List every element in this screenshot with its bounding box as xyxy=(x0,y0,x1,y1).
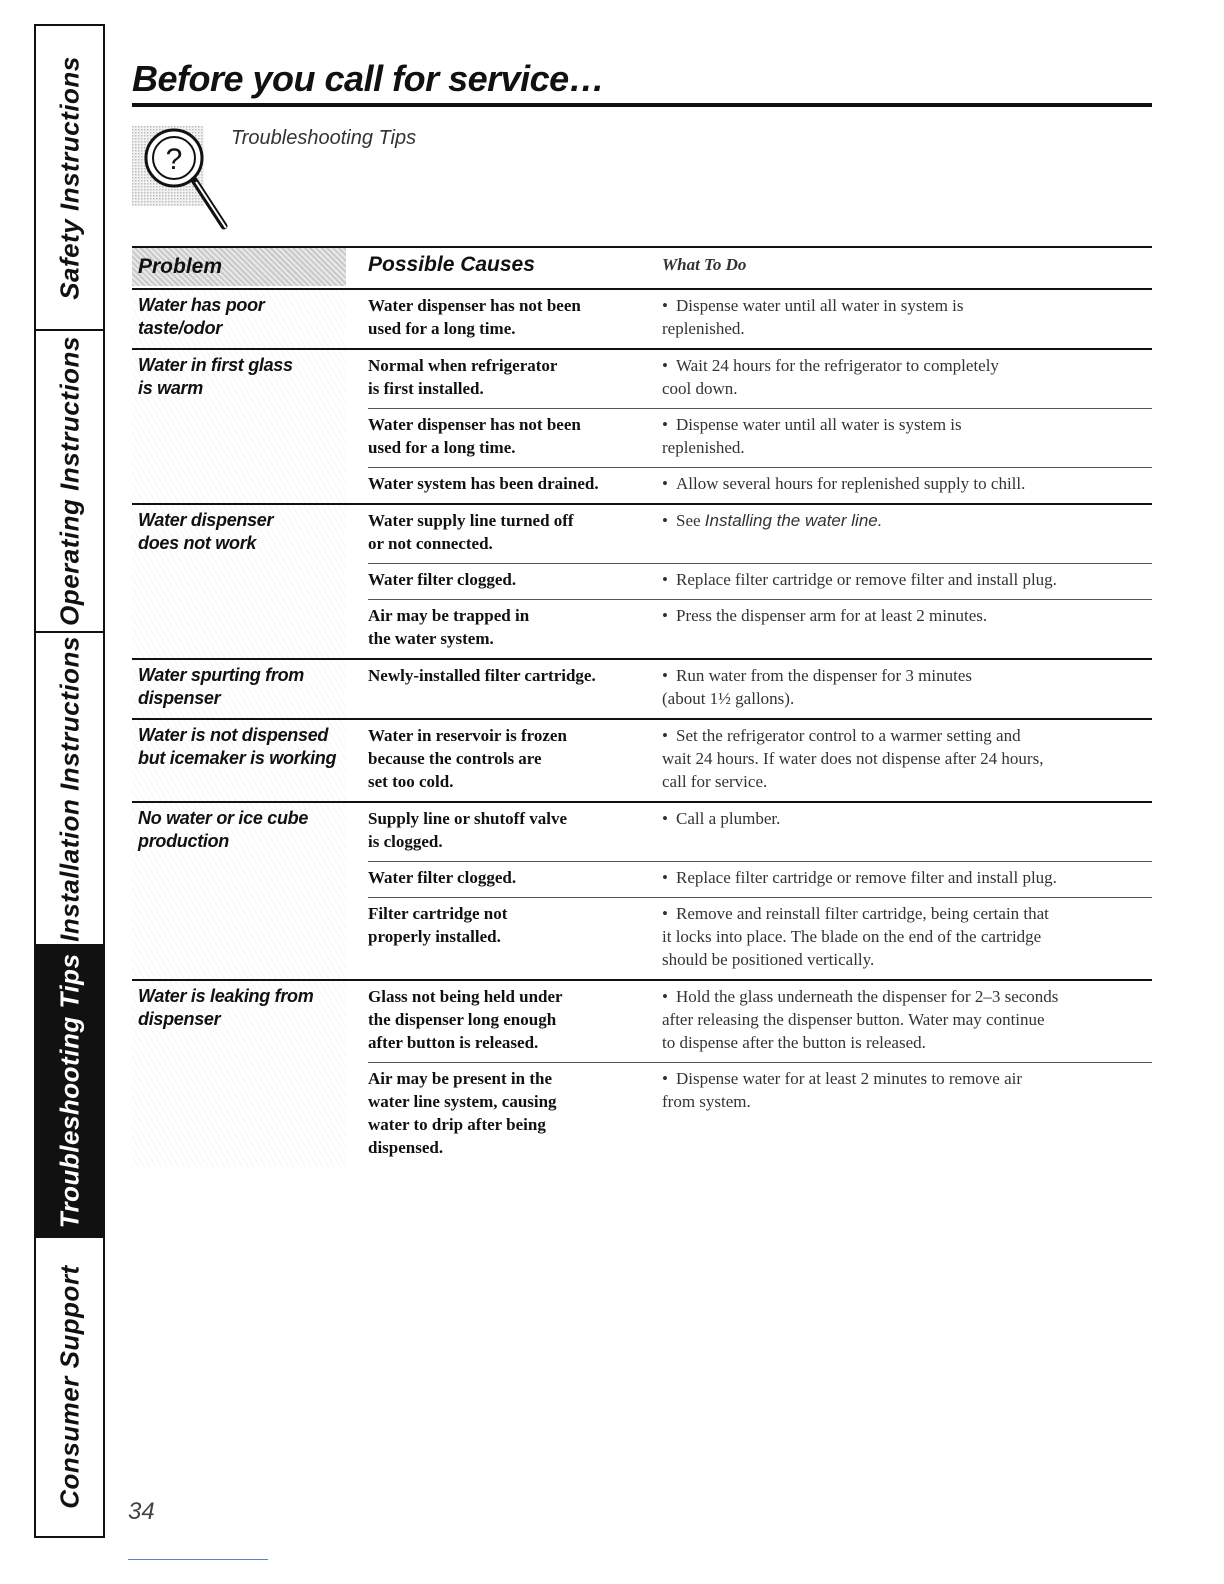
what-to-do xyxy=(662,568,1152,591)
table-body xyxy=(132,290,1152,1167)
problem-group xyxy=(132,505,1152,660)
problem-line: Water is leaking from xyxy=(138,986,314,1006)
possible-cause xyxy=(368,866,662,889)
what-to-do xyxy=(662,807,1152,853)
cause-line: is first installed. xyxy=(368,379,484,398)
cause-line: water to drip after being xyxy=(368,1115,546,1134)
bullet-icon: • xyxy=(662,904,668,923)
table-row xyxy=(368,981,1152,1062)
problem-line: production xyxy=(138,831,229,851)
possible-cause xyxy=(368,568,662,591)
problem-line: No water or ice cube xyxy=(138,808,309,828)
cause-line: Newly-installed filter cartridge. xyxy=(368,666,596,685)
problem-text xyxy=(138,294,265,340)
problem-text xyxy=(138,509,273,555)
what-to-do xyxy=(662,413,1152,459)
table-row xyxy=(368,599,1152,658)
problem-cell xyxy=(132,505,346,658)
todo-line: Call a plumber. xyxy=(676,809,781,828)
header-problem: Problem xyxy=(132,248,346,286)
bullet-icon: • xyxy=(662,1069,668,1088)
problem-text xyxy=(138,724,336,770)
problem-line: dispenser xyxy=(138,1009,221,1029)
todo-line: cool down. xyxy=(662,379,738,398)
what-to-do xyxy=(662,354,1152,400)
problem-line: does not work xyxy=(138,533,257,553)
problem-cell xyxy=(132,660,346,718)
cause-line: Air may be present in the xyxy=(368,1069,553,1088)
cause-line: Water filter clogged. xyxy=(368,570,517,589)
title-divider xyxy=(132,103,1152,107)
what-to-do xyxy=(662,724,1152,793)
todo-line: it locks into place. The blade on the end of the cartridge xyxy=(662,927,1042,946)
cause-line: is clogged. xyxy=(368,832,443,851)
bullet-icon: • xyxy=(662,868,668,887)
bullet-icon: • xyxy=(662,666,668,685)
cause-line: the dispenser long enough xyxy=(368,1010,557,1029)
what-to-do xyxy=(662,1067,1152,1159)
cause-line: or not connected. xyxy=(368,534,493,553)
problem-cell xyxy=(132,803,346,979)
bullet-icon: • xyxy=(662,356,668,375)
cause-line: dispensed. xyxy=(368,1138,444,1157)
page-title: Before you call for service… xyxy=(132,58,605,99)
tab-label: Troubleshooting Tips xyxy=(54,953,84,1229)
todo-line: Wait 24 hours for the refrigerator to completely xyxy=(676,356,999,375)
svg-text:?: ? xyxy=(165,143,183,176)
table-row xyxy=(368,290,1152,348)
todo-line: wait 24 hours. If water does not dispense after 24 hours, xyxy=(662,749,1044,768)
bullet-icon: • xyxy=(662,570,668,589)
header-possible-causes: Possible Causes xyxy=(368,253,535,276)
what-to-do xyxy=(662,604,1152,650)
bullet-icon: • xyxy=(662,987,668,1006)
what-to-do xyxy=(662,866,1152,889)
tab-safety-instructions[interactable] xyxy=(36,26,103,331)
cause-line: Supply line or shutoff valve xyxy=(368,809,568,828)
todo-line: Set the refrigerator control to a warmer setting and xyxy=(676,726,1021,745)
table-row xyxy=(368,720,1152,801)
problem-cell xyxy=(132,290,346,348)
bullet-icon: • xyxy=(662,809,668,828)
problem-text xyxy=(138,664,304,710)
todo-line: Dispense water for at least 2 minutes to remove air xyxy=(676,1069,1023,1088)
todo-line: after releasing the dispenser button. Water may continue xyxy=(662,1010,1045,1029)
possible-cause xyxy=(368,604,662,650)
table-row xyxy=(368,1062,1152,1167)
what-to-do xyxy=(662,902,1152,971)
bullet-icon: • xyxy=(662,474,668,493)
possible-cause xyxy=(368,985,662,1054)
possible-cause xyxy=(368,294,662,340)
cause-line: Water in reservoir is frozen xyxy=(368,726,567,745)
cause-line: after button is released. xyxy=(368,1033,539,1052)
todo-line: Allow several hours for replenished supply to chill. xyxy=(676,474,1026,493)
cause-line: Water dispenser has not been xyxy=(368,296,581,315)
tab-consumer-support[interactable] xyxy=(36,1238,103,1536)
problem-text xyxy=(138,807,308,853)
todo-text: See xyxy=(676,511,705,530)
problem-group xyxy=(132,981,1152,1167)
problem-line: Water is not dispensed xyxy=(138,725,329,745)
cause-line: because the controls are xyxy=(368,749,542,768)
what-to-do xyxy=(662,472,1152,495)
what-to-do xyxy=(662,985,1152,1054)
cause-line: Water filter clogged. xyxy=(368,868,517,887)
problem-group xyxy=(132,660,1152,720)
section-subtitle: Troubleshooting Tips xyxy=(231,127,417,149)
todo-line: (about 1½ gallons). xyxy=(662,689,795,708)
bullet-icon: • xyxy=(662,726,668,745)
problem-line: taste/odor xyxy=(138,318,223,338)
tab-operating-instructions[interactable] xyxy=(36,331,103,633)
tab-label: Operating Instructions xyxy=(54,336,84,626)
problem-cell xyxy=(132,350,346,503)
tab-label: Installation Instructions xyxy=(54,635,84,942)
bullet-icon: • xyxy=(662,511,668,530)
cause-line: Normal when refrigerator xyxy=(368,356,558,375)
table-row xyxy=(368,803,1152,861)
table-header xyxy=(132,246,1152,290)
cause-line: properly installed. xyxy=(368,927,501,946)
bullet-icon: • xyxy=(662,415,668,434)
problem-cell xyxy=(132,981,346,1167)
table-row xyxy=(368,897,1152,979)
cause-line: Water supply line turned off xyxy=(368,511,574,530)
cause-line: Water dispenser has not been xyxy=(368,415,581,434)
cause-line: Water system has been drained. xyxy=(368,474,599,493)
what-to-do xyxy=(662,664,1152,710)
what-to-do xyxy=(662,294,1152,340)
problem-text xyxy=(138,354,293,400)
problem-group xyxy=(132,720,1152,803)
tab-installation-instructions[interactable] xyxy=(36,633,103,946)
possible-cause xyxy=(368,354,662,400)
problem-group xyxy=(132,803,1152,981)
question-magnifier-icon xyxy=(132,120,242,235)
todo-line: Remove and reinstall filter cartridge, being certain that xyxy=(676,904,1049,923)
todo-line: Hold the glass underneath the dispenser for 2–3 seconds xyxy=(676,987,1059,1006)
todo-line: to dispense after the button is released. xyxy=(662,1033,926,1052)
problem-text xyxy=(138,985,313,1031)
possible-cause xyxy=(368,509,662,555)
todo-line: from system. xyxy=(662,1092,751,1111)
possible-cause xyxy=(368,472,662,495)
tab-troubleshooting-tips[interactable] xyxy=(36,946,103,1238)
cause-line: water line system, causing xyxy=(368,1092,557,1111)
possible-cause xyxy=(368,902,662,971)
cause-line: Air may be trapped in xyxy=(368,606,530,625)
todo-line: Run water from the dispenser for 3 minutes xyxy=(676,666,973,685)
todo-line: Dispense water until all water is system is xyxy=(676,415,962,434)
table-row xyxy=(368,861,1152,897)
cause-line: used for a long time. xyxy=(368,319,516,338)
section-tab-bar xyxy=(34,24,105,1538)
page-number: 34 xyxy=(128,1498,155,1525)
problem-line: Water has poor xyxy=(138,295,265,315)
problem-line: dispenser xyxy=(138,688,221,708)
possible-cause xyxy=(368,724,662,793)
todo-line: Replace filter cartridge or remove filter and install plug. xyxy=(676,868,1057,887)
problem-line: Water in first glass xyxy=(138,355,293,375)
what-to-do xyxy=(662,509,1152,555)
cause-line: the water system. xyxy=(368,629,494,648)
todo-line: should be positioned vertically. xyxy=(662,950,875,969)
possible-cause xyxy=(368,664,662,710)
table-row xyxy=(368,505,1152,563)
header-what-to-do: What To Do xyxy=(662,255,747,274)
problem-group xyxy=(132,350,1152,505)
tab-label: Consumer Support xyxy=(54,1265,84,1509)
problem-group xyxy=(132,290,1152,350)
cause-line: Glass not being held under xyxy=(368,987,563,1006)
problem-line: Water spurting from xyxy=(138,665,304,685)
cross-reference-link[interactable]: Installing the water line. xyxy=(704,511,883,530)
table-row xyxy=(368,660,1152,718)
bullet-icon: • xyxy=(662,296,668,315)
problem-line: Water dispenser xyxy=(138,510,274,530)
table-row xyxy=(368,408,1152,467)
todo-line: Press the dispenser arm for at least 2 minutes. xyxy=(676,606,988,625)
possible-cause xyxy=(368,413,662,459)
todo-line: replenished. xyxy=(662,319,745,338)
todo-line: call for service. xyxy=(662,772,768,791)
problem-cell xyxy=(132,720,346,801)
table-row xyxy=(368,467,1152,503)
todo-line: Dispense water until all water in system is xyxy=(676,296,964,315)
todo-line: replenished. xyxy=(662,438,745,457)
troubleshooting-table xyxy=(132,246,1152,1167)
cause-line: Filter cartridge not xyxy=(368,904,508,923)
footer-link-underline xyxy=(128,1559,268,1560)
bullet-icon: • xyxy=(662,606,668,625)
table-row xyxy=(368,563,1152,599)
table-row xyxy=(368,350,1152,408)
possible-cause xyxy=(368,807,662,853)
possible-cause xyxy=(368,1067,662,1159)
cause-line: set too cold. xyxy=(368,772,454,791)
todo-line: Replace filter cartridge or remove filter and install plug. xyxy=(676,570,1057,589)
tab-label: Safety Instructions xyxy=(54,55,84,300)
problem-line: but icemaker is working xyxy=(138,748,337,768)
cause-line: used for a long time. xyxy=(368,438,516,457)
problem-line: is warm xyxy=(138,378,203,398)
